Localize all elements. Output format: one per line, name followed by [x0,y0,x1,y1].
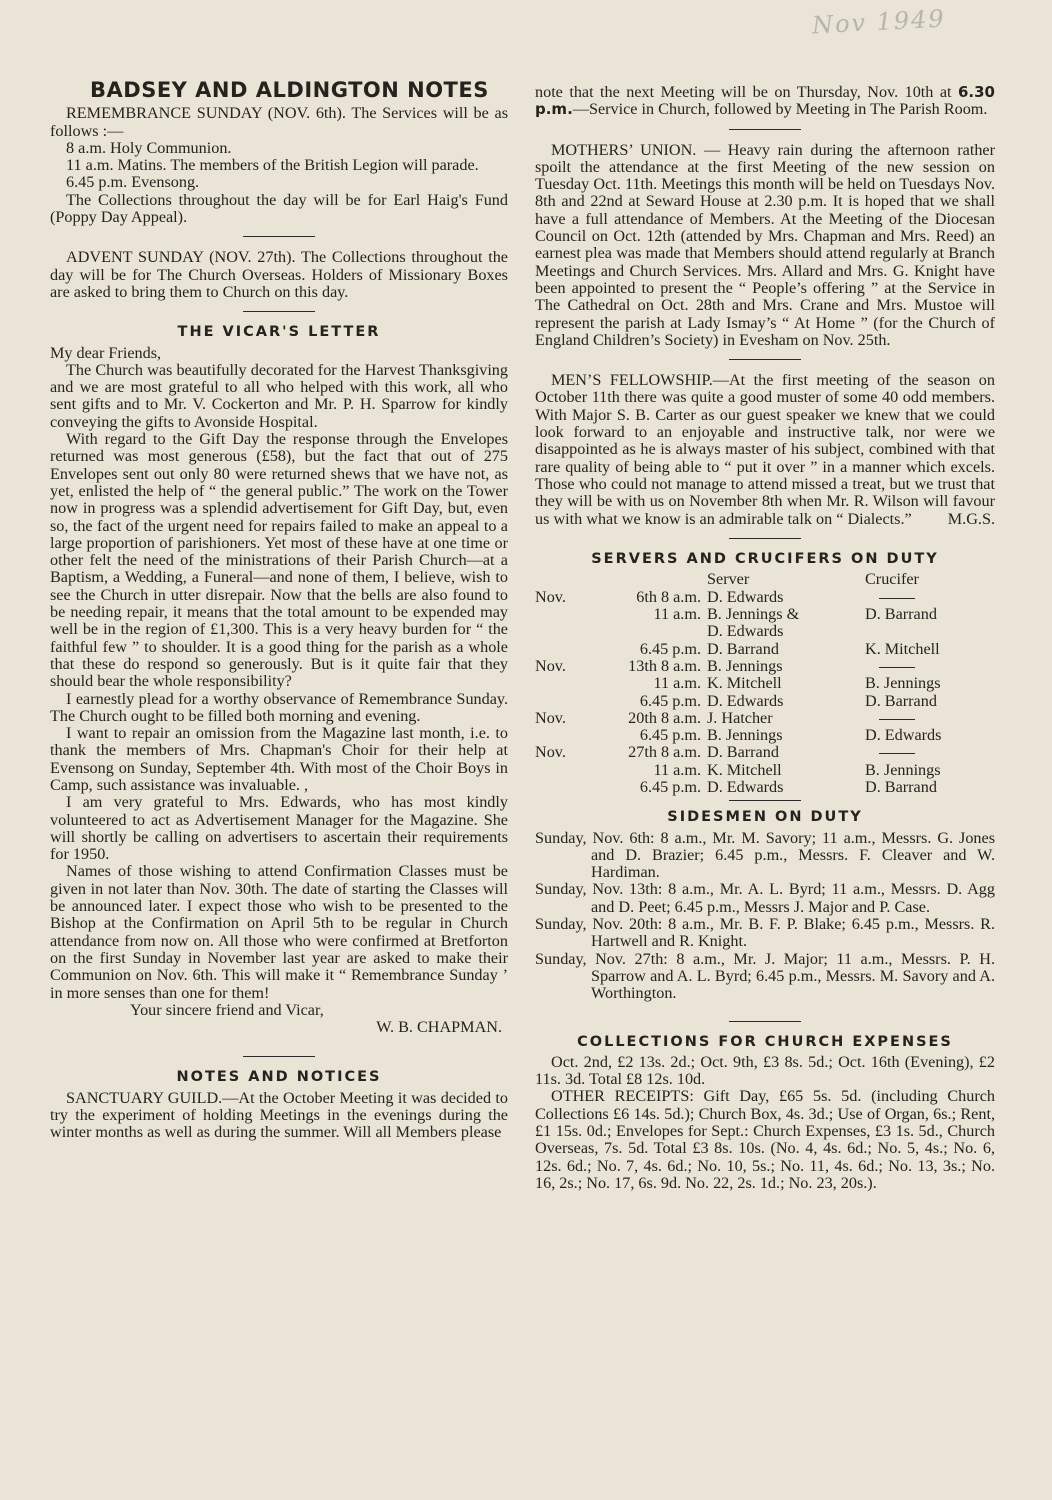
mens-fellowship-notice: MEN’S FELLOWSHIP.—At the first meeting of the season on October 11th there was quite a good muster of some 40 odd members. With Major S. B. Carter as our guest speaker we knew that we could look forward to an enjoyable and instructive talk, nor were we disappointed as he is always master of his subject, combined with that rare quality of being able to “ put it over ” in a manner which excels. Those who could not manage to attend missed a treat, but we trust that they will be with us on November 8th when Mr. R. Wilson will favour us with what we know is an admirable talk on “ Dialects.” [535,371,995,528]
mens-fellowship-initials: M.G.S. [947,509,995,528]
letter-salutation: My dear Friends, [50,343,162,362]
notes-heading: NOTES AND NOTICES [176,1069,382,1086]
servers-table [535,571,995,796]
remembrance-line-1: 8 a.m. Holy Communion. [66,138,232,157]
servers-row [535,727,995,744]
servers-header-row [535,571,995,588]
servers-row-time: 11 a.m. [653,605,701,624]
no-crucifer-dash [879,753,915,754]
servers-row-crucifer: K. Mitchell [865,639,940,658]
vicars-letter-heading: THE VICAR'S LETTER [177,324,381,341]
sidesmen-entry: Sunday, Nov. 20th: 8 a.m., Mr. B. F. P. Blake; 6.45 p.m., Messrs. R. Hartwell and R. Knight. [535,915,995,951]
servers-row-server: B. Jennings & [707,605,800,624]
servers-row-crucifer [857,744,995,761]
section-divider [243,311,315,312]
letter-paragraph: The Church was beautifully decorated for the Harvest Thanksgiving and we are most grateful to all who helped with this work, all who sent gifts and to Mr. V. Cockerton and Mr. P. H. Sparrow for kindly conveying the gifts to Avonside Hospital. [50,360,508,431]
servers-row-time: 6.45 p.m. [639,777,701,796]
servers-row-server: D. Edwards [707,622,784,641]
servers-row-crucifer: D. Barrand [865,605,937,624]
servers-row-date: Nov. [535,587,566,606]
sanctuary-guild-notice: SANCTUARY GUILD.—At the October Meeting it was decided to try the experiment of holding Meetings in the evenings during the winter months as well as during the summer. Will all Members please [50,1088,508,1142]
servers-row-server: D. Edwards [707,587,784,606]
sidesmen-entry: Sunday, Nov. 6th: 8 a.m., Mr. M. Savory; 11 a.m., Messrs. G. Jones and D. Brazier; 6.45 p.m., Messrs. F. Cleaver and W. Hardiman. [535,828,995,882]
servers-row-time [597,623,707,640]
sidesmen-heading: SIDESMEN ON DUTY [667,809,863,826]
sanctuary-guild-continued [535,84,995,119]
collections-heading: COLLECTIONS FOR CHURCH EXPENSES [577,1033,953,1050]
servers-row-server: K. Mitchell [707,760,782,779]
servers-row-server: D. Barrand [707,743,779,762]
servers-row-time: 6.45 p.m. [639,726,701,745]
remembrance-intro: REMEMBRANCE SUNDAY (NOV. 6th). The Services will be as follows :— [50,104,508,140]
crucifer-column-header: Crucifer [865,570,919,589]
collections-paragraph: Oct. 2nd, £2 13s. 2d.; Oct. 9th, £3 8s. 5d.; Oct. 16th (Evening), £2 11s. 3d. Total £8 12s. 10d. [535,1052,995,1089]
servers-row-time: 11 a.m. [653,760,701,779]
left-column [50,78,508,1142]
servers-row-time: 27th 8 a.m. [628,743,701,762]
section-divider [729,1021,801,1022]
remembrance-line-4: The Collections throughout the day will be for Earl Haig's Fund (Poppy Day Appeal). [50,190,508,227]
servers-row-time: 20th 8 a.m. [628,708,701,727]
letter-signature: W. B. CHAPMAN. [376,1018,502,1037]
section-divider [243,1056,315,1057]
servers-row-date [535,727,597,744]
no-crucifer-dash [879,667,915,668]
sidesmen-list [535,830,995,1003]
servers-row-crucifer: D. Barrand [865,777,937,796]
servers-row-date [535,606,597,623]
other-receipts-paragraph: OTHER RECEIPTS: Gift Day, £65 5s. 5d. (including Church Collections £6 14s. 5d.); Church Box, 4s. 3d.; Use of Organ, 6s.; Rent, £1 15s. 0d.; Envelopes for Sept.: Church Expenses, £3 1s. 5d., Church Overseas, 7s. 5d. Total £3 8s. 10s. (No. 4, 4s. 6d.; No. 5, 4s.; No. 6, 12s. 6d.; No. 7, 4s. 6d.; No. 10, 5s.; No. 11, 4s. 6d.; No. 13, 3s.; No. 16, 2s.; No. 17, 6s. 9d. No. 22, 2s. 1d.; No. 23, 20s.). [535,1087,995,1192]
section-divider [729,359,801,360]
sidesmen-entry: Sunday, Nov. 27th: 8 a.m., Mr. J. Major; 11 a.m., Messrs. P. H. Sparrow and A. L. Byrd; 6.45 p.m., Messrs. M. Savory and A. Worthington. [535,949,995,1003]
section-divider [243,236,315,237]
servers-row-date [535,779,597,796]
servers-row [535,693,995,710]
sanctuary-text: —Service in Church, followed by Meeting in The Parish Room. [572,100,988,119]
servers-row-server: B. Jennings [707,726,783,745]
server-column-header: Server [707,570,750,589]
servers-row [535,623,995,640]
handwritten-date-note: Nov 1949 [811,4,947,40]
servers-row [535,779,995,796]
servers-heading: SERVERS AND CRUCIFERS ON DUTY [591,551,939,568]
servers-row-date [535,623,597,640]
mothers-union-notice: MOTHERS’ UNION. — Heavy rain during the afternoon rather spoilt the attendance at the first Meeting of the new session on Tuesday Oct. 11th. Meetings this month will be held on Tuesdays Nov. 8th and 22nd at Seward House at 2.30 p.m. It is hoped that we shall have a full attendance of Members. At the Meeting of the Diocesan Council on Oct. 12th (attended by Mrs. Chapman and Mrs. Reed) an earnest plea was made that Members should attend regularly at Branch Meetings and Church Services. Mrs. Allard and Mrs. G. Knight have been appointed to present the “ People’s offering ” at the Service in The Cathedral on Oct. 28th and Mrs. Crane and Mrs. Mustoe will represent the parish at Lady Ismay’s “ At Home ” (for the Church of England Children’s Society) in Evesham on Nov. 25th. [535,140,995,349]
section-divider [729,129,801,130]
servers-row-date [535,762,597,779]
servers-row-date [535,693,597,710]
letter-paragraph: I want to repair an omission from the Magazine last month, i.e. to thank the members of Mrs. Chapman's Choir for their help at Evensong on Sunday, September 4th. With most of the Choir Boys in Camp, such assistance was invaluable. , [50,724,508,794]
remembrance-line-2: 11 a.m. Matins. The members of the British Legion will parade. [66,156,479,175]
servers-row [535,641,995,658]
no-crucifer-dash [879,719,915,720]
servers-row [535,606,995,623]
section-divider [729,538,801,539]
page-title: BADSEY AND ALDINGTON NOTES [90,78,489,102]
servers-row-crucifer [857,623,995,640]
no-crucifer-dash [879,598,915,599]
servers-row [535,675,995,692]
sanctuary-text: note that the next Meeting will be on Thursday, Nov. 10th at [535,83,958,101]
servers-row-server: D. Edwards [707,691,784,710]
servers-row-crucifer [857,589,995,606]
letter-paragraph: I earnestly plead for a worthy observance of Remembrance Sunday. The Church ought to be filled both morning and evening. [50,689,508,725]
remembrance-line-3: 6.45 p.m. Evensong. [66,173,200,192]
sidesmen-entry: Sunday, Nov. 13th: 8 a.m., Mr. A. L. Byrd; 11 a.m., Messrs. D. Agg and D. Peet; 6.45 p.m., Messrs J. Major and P. Case. [535,880,995,916]
servers-row-server: B. Jennings [707,656,783,675]
letter-closing: Your sincere friend and Vicar, [130,1000,324,1019]
servers-row-crucifer: B. Jennings [865,760,941,779]
servers-row-date: Nov. [535,656,566,675]
servers-row-time: 11 a.m. [653,674,701,693]
servers-row-server: K. Mitchell [707,674,782,693]
servers-row [535,658,995,675]
servers-row-date [535,675,597,692]
servers-row-date [535,641,597,658]
servers-row-server: D. Edwards [707,777,784,796]
sanctuary-time: 6.30 p.m. [535,83,995,119]
servers-row-crucifer [857,710,995,727]
servers-row [535,762,995,779]
letter-paragraph: With regard to the Gift Day the response through the Envelopes returned was most generous (£58), but the fact that out of 275 Envelopes sent out only 80 were returned shews that we have not, as yet, enlisted the help of “ the general public.” The work on the Tower now in progress was a splendid advertisement for Gift Day, but, even so, the fact of the urgent need for repairs failed to make an appeal to a large proportion of parishioners. Yet most of these have at one time or other felt the need of the ministrations of their Parish Church—at a Baptism, a Wedding, a Funeral—and none of them, I believe, wish to see the Church in utter disrepair. Now that the bells are also found to be needing repair, it means that the total amount to be expended may well be in the region of £1,300. This is a very heavy burden for “ the faithful few ” to shoulder. It is a good thing for the parish as a whole that these do respond so generously. But is it quite fair that they should bear the whole responsibility? [50,430,508,691]
servers-row [535,589,995,606]
servers-row-date: Nov. [535,743,566,762]
servers-row-time: 13th 8 a.m. [628,656,701,675]
servers-row-crucifer: B. Jennings [865,674,941,693]
section-divider [729,800,801,801]
servers-row-date: Nov. [535,708,566,727]
servers-row-time: 6.45 p.m. [639,691,701,710]
letter-paragraph: Names of those wishing to attend Confirmation Classes must be given in not later than Nov. 30th. The date of starting the Classes will be announced later. I expect those who wish to be presented to the Bishop at the Confirmation on April 5th to be regular in Church attendance from now on. All those who were confirmed at Bretforton on the first Sunday in November last year are asked to make their Communion on Nov. 6th. This will make it “ Remembrance Sunday ’ in more senses than one for them! [50,862,508,1002]
servers-row-server: D. Barrand [707,639,779,658]
servers-row-time: 6.45 p.m. [639,639,701,658]
servers-row-time: 6th 8 a.m. [636,587,701,606]
servers-row-server: J. Hatcher [707,708,773,727]
letter-paragraph: I am very grateful to Mrs. Edwards, who has most kindly volunteered to act as Advertisement Manager for the Magazine. She will shortly be calling on advertisers to ascertain their requirements for 1950. [50,793,508,864]
servers-row [535,710,995,727]
right-column [535,84,995,1192]
servers-row-crucifer: D. Barrand [865,691,937,710]
servers-row [535,744,995,761]
advent-notice: ADVENT SUNDAY (NOV. 27th). The Collections throughout the day will be for The Church Overseas. Holders of Missionary Boxes are asked to bring them to Church on this day. [50,248,508,301]
servers-row-crucifer: D. Edwards [865,726,942,745]
servers-row-crucifer [857,658,995,675]
